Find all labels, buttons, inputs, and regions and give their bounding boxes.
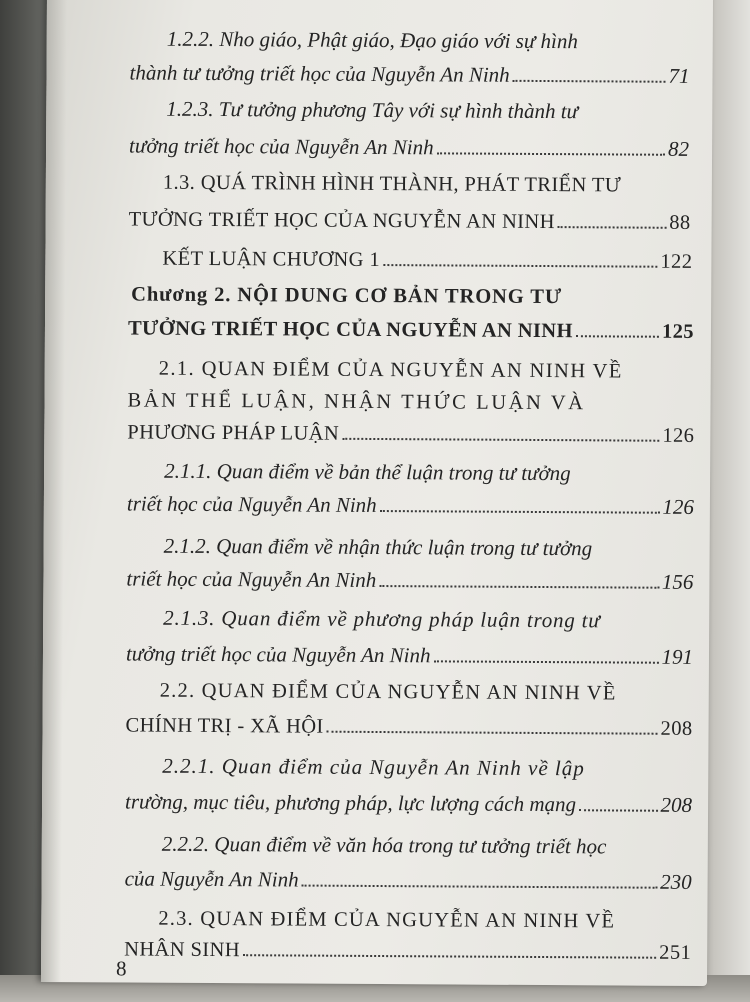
toc-entry-3-line-1: 1.3. QUÁ TRÌNH HÌNH THÀNH, PHÁT TRIỂN TƯ — [162, 171, 622, 197]
toc-entry-8-line-2 — [126, 565, 693, 594]
leader-dots — [434, 660, 659, 663]
leader-dots — [437, 152, 665, 155]
toc-entry-13-text: NHÂN SINH — [124, 938, 241, 962]
toc-entry-3-line-2 — [129, 206, 691, 235]
toc-entry-13-line-2 — [124, 936, 691, 965]
toc-entry-5-text: TƯỞNG TRIẾT HỌC CỦA NGUYỄN AN NINH — [127, 317, 573, 343]
toc-entry-13-page: 251 — [659, 941, 692, 964]
toc-entry-6-line-3 — [127, 419, 694, 448]
toc-entry-7-page: 126 — [662, 494, 694, 519]
book-page — [41, 0, 713, 986]
toc-entry-4 — [162, 246, 692, 275]
toc-entry-3-page: 88 — [669, 211, 691, 234]
toc-entry-12-line-2 — [125, 865, 692, 894]
toc-entry-11-line-2 — [125, 788, 692, 817]
toc-entry-2-page: 82 — [668, 136, 690, 161]
toc-entry-7-line-1: 2.1.1. Quan điểm về bản thể luận trong tư tưởng — [164, 458, 571, 486]
leader-dots — [576, 335, 659, 338]
toc-entry-8-page: 156 — [661, 569, 694, 594]
toc-entry-4-page: 122 — [660, 250, 693, 273]
toc-entry-10-text: CHÍNH TRỊ - XÃ HỘI — [125, 714, 324, 738]
toc-entry-1-page: 71 — [668, 63, 690, 88]
toc-entry-7-text: triết học của Nguyễn An Ninh — [126, 491, 377, 517]
toc-entry-8-text: triết học của Nguyễn An Ninh — [126, 566, 377, 592]
toc-entry-11-page: 208 — [660, 792, 693, 817]
leader-dots — [379, 585, 659, 589]
toc-entry-11-line-1: 2.2.1. Quan điểm của Nguyễn An Ninh về lập — [162, 753, 585, 781]
toc-entry-5-line-1: Chương 2. NỘI DUNG CƠ BẢN TRONG TƯ — [131, 283, 563, 309]
toc-entry-6-line-2: BẢN THỂ LUẬN, NHẬN THỨC LUẬN VÀ — [127, 389, 586, 415]
leader-dots — [302, 885, 657, 889]
toc-entry-2-text: tưởng triết học của Nguyễn An Ninh — [129, 133, 434, 160]
toc-entry-13-line-1: 2.3. QUAN ĐIỂM CỦA NGUYỄN AN NINH VỀ — [158, 907, 616, 933]
toc-entry-9-page: 191 — [661, 644, 694, 669]
leader-dots — [383, 264, 657, 268]
toc-entry-12-page: 230 — [660, 869, 692, 894]
toc-entry-6-line-1: 2.1. QUAN ĐIỂM CỦA NGUYỄN AN NINH VỀ — [158, 357, 623, 383]
toc-entry-1-line-2 — [129, 59, 689, 88]
leader-dots — [342, 438, 659, 442]
toc-entry-6-page: 126 — [662, 424, 695, 447]
toc-entry-6-text: PHƯƠNG PHÁP LUẬN — [127, 421, 340, 445]
toc-entry-4-text: KẾT LUẬN CHƯƠNG 1 — [162, 247, 381, 272]
toc-entry-9-line-2 — [126, 640, 693, 669]
toc-entry-3-text: TƯỞNG TRIẾT HỌC CỦA NGUYỄN AN NINH — [128, 208, 555, 234]
leader-dots — [579, 809, 658, 811]
toc-entry-10-page: 208 — [660, 717, 693, 740]
leader-dots — [380, 510, 660, 514]
toc-entry-8-line-1: 2.1.2. Quan điểm về nhận thức luận trong tư tưởng — [163, 533, 593, 561]
toc-entry-7-line-2 — [127, 490, 694, 519]
toc-entry-5-line-2 — [128, 315, 694, 344]
toc-entry-10-line-2 — [125, 712, 692, 741]
page-number: 8 — [115, 956, 127, 981]
leader-dots — [243, 954, 656, 959]
leader-dots — [558, 226, 666, 229]
toc-entry-10-line-1: 2.2. QUAN ĐIỂM CỦA NGUYỄN AN NINH VỀ — [159, 679, 617, 705]
toc-entry-5-page: 125 — [661, 320, 695, 343]
toc-entry-12-text: của Nguyễn An Ninh — [124, 866, 299, 892]
leader-dots — [327, 731, 658, 735]
toc-entry-1-text: thành tư tưởng triết học của Nguyễn An Ninh — [129, 60, 510, 87]
toc-entry-11-text: trường, mục tiêu, phương pháp, lực lượng cách mạng — [125, 789, 577, 817]
toc-entry-1-line-1: 1.2.2. Nho giáo, Phật giáo, Đạo giáo với sự hình — [166, 26, 578, 54]
toc-entry-9-line-1: 2.1.3. Quan điểm về phương pháp luận trong tư — [163, 605, 601, 633]
toc-entry-12-line-1: 2.2.2. Quan điểm về văn hóa trong tư tưởng triết học — [161, 831, 607, 859]
toc-entry-9-text: tưởng triết học của Nguyễn An Ninh — [125, 641, 431, 668]
toc-entry-2-line-2 — [129, 132, 689, 161]
toc-entry-2-line-1: 1.2.3. Tư tưởng phương Tây với sự hình thành tư — [166, 96, 579, 124]
leader-dots — [513, 80, 666, 83]
